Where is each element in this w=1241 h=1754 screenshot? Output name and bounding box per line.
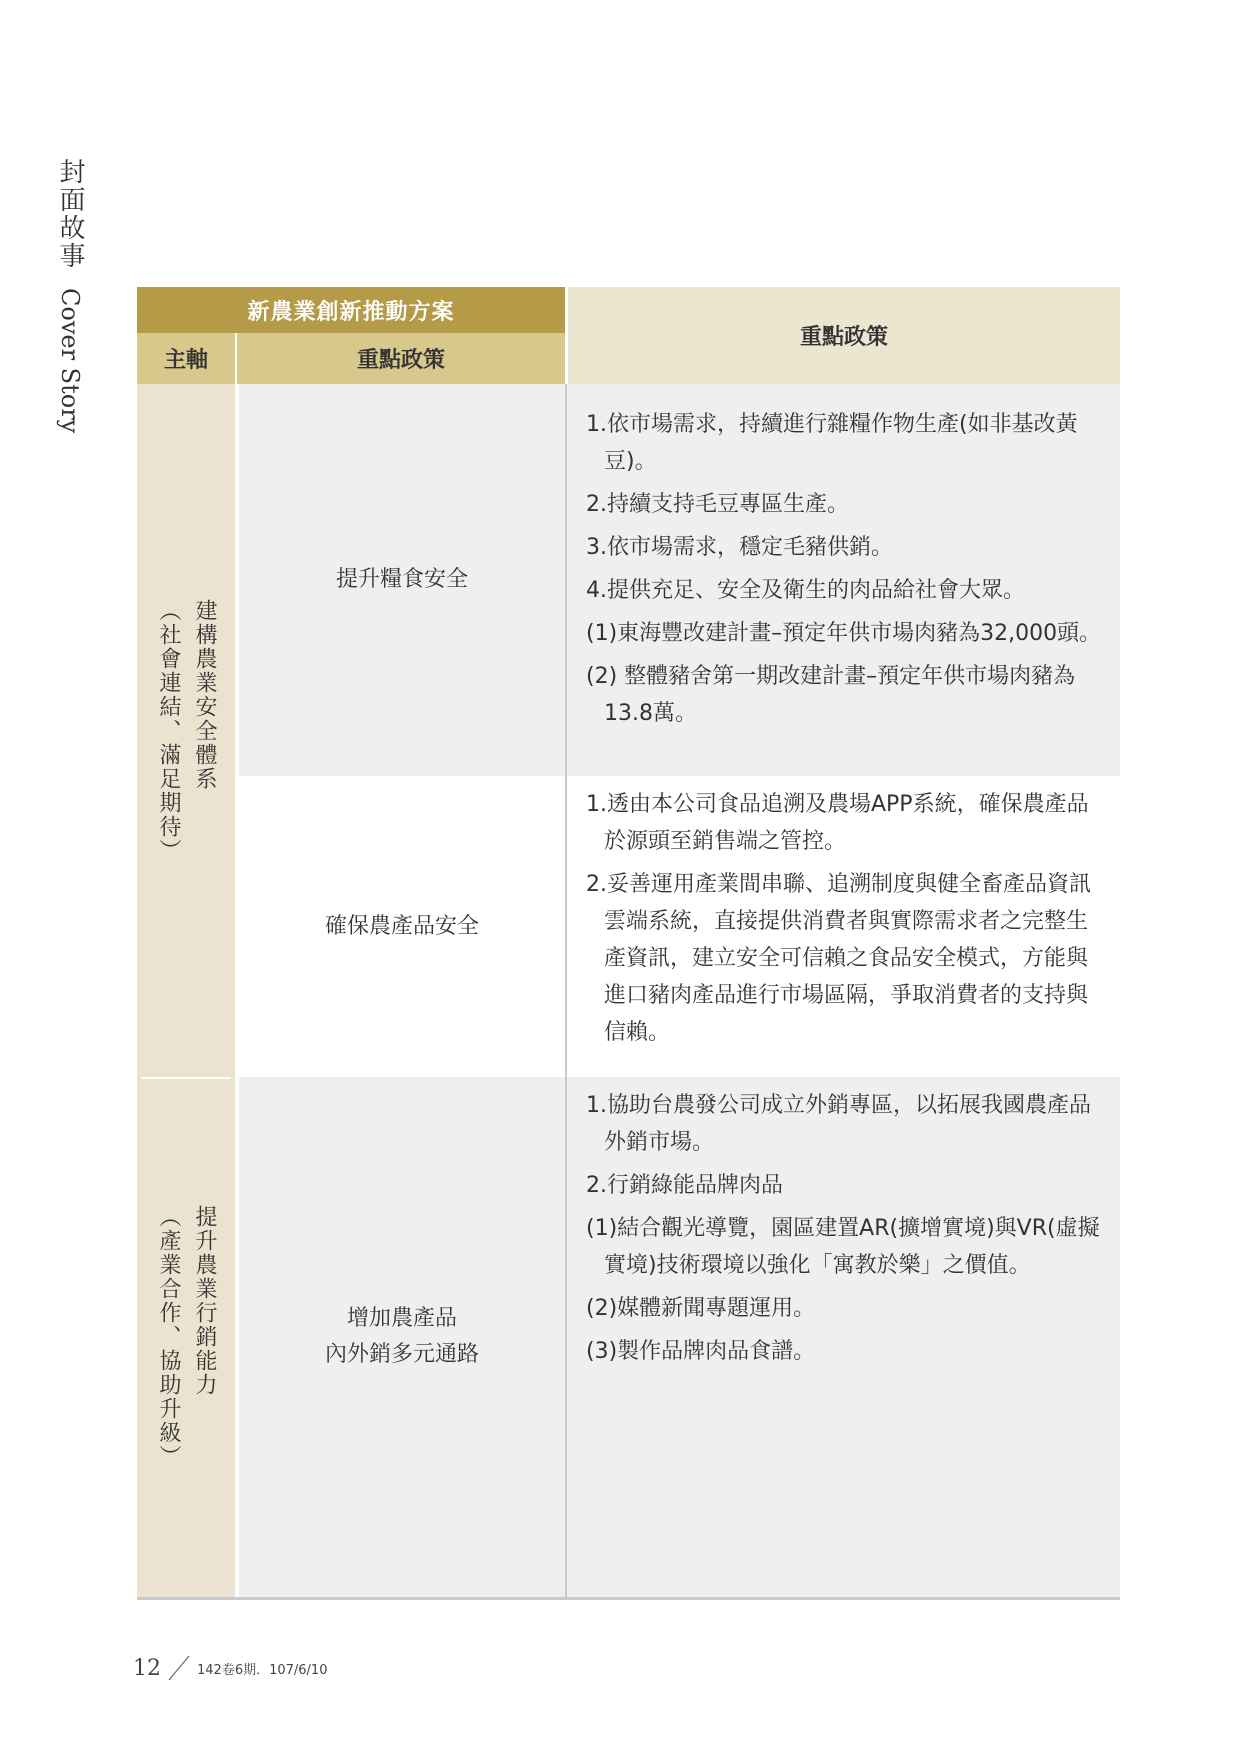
header-program: 新農業創新推動方案 — [137, 287, 565, 333]
axis-title: 建構農業安全體系 — [192, 598, 217, 791]
axis-subtitle: （社會連結、滿足期待） — [156, 598, 181, 863]
axis-subtitle: （產業合作、協助升級） — [156, 1205, 181, 1469]
policy-label: 提升糧食安全 — [335, 567, 468, 592]
list-item: (3)製作品牌肉品食譜。 — [586, 1339, 816, 1364]
list-item: (2) 整體豬舍第一期改建計畫–預定年供市場肉豬為13.8萬。 — [586, 664, 1076, 726]
slash-divider-icon — [167, 1655, 191, 1681]
page-number: 12 — [133, 1656, 161, 1681]
policy-items — [586, 786, 1106, 1057]
list-item: (1)東海豐改建計畫–預定年供市場肉豬為32,000頭。 — [586, 621, 1102, 646]
policy-label: 確保農產品安全 — [324, 913, 479, 939]
axis-cell-1 — [137, 384, 235, 1077]
table-bottom-border — [137, 1597, 1120, 1600]
section-title — [52, 158, 89, 434]
list-item: 1.依市場需求，持續進行雜糧作物生產(如非基改黃豆)。 — [586, 412, 1078, 474]
header-axis: 主軸 — [137, 333, 235, 384]
list-item: (1)結合觀光導覽，園區建置AR(擴增實境)與VR(虛擬實境)技術環境以強化「寓教於樂」之價值。 — [586, 1216, 1100, 1278]
list-item: 2.妥善運用產業間串聯、追溯制度與健全畜產品資訊雲端系統，直接提供消費者與實際需求者之完整生產資訊，建立安全可信賴之食品安全模式，方能與進口豬肉產品進行市場區隔，爭取消費者的支持與信賴。 — [586, 872, 1091, 1045]
list-item: 2.行銷綠能品牌肉品 — [586, 1173, 783, 1198]
policy-label: 內外銷多元通路 — [324, 1342, 479, 1367]
column-divider — [565, 384, 567, 1597]
policy-cell — [239, 776, 565, 1077]
list-item: 3.依市場需求，穩定毛豬供銷。 — [586, 535, 893, 560]
header-key-policy: 重點政策 — [568, 287, 1120, 384]
list-item: 1.協助台農發公司成立外銷專區，以拓展我國農產品外銷市場。 — [586, 1093, 1091, 1155]
section-title-zh: 封面故事 — [55, 158, 85, 270]
policy-table — [137, 287, 1120, 1600]
list-item: 4.提供充足、安全及衛生的肉品給社會大眾。 — [586, 578, 1025, 603]
section-title-en: Cover Story — [56, 288, 84, 434]
axis-cell-2 — [137, 1077, 235, 1597]
policy-items — [586, 1087, 1106, 1376]
policy-label: 增加農產品 — [346, 1306, 457, 1331]
axis-title: 提升農業行銷能力 — [192, 1205, 217, 1397]
issue-info: 142卷6期．107/6/10 — [197, 1663, 328, 1678]
policy-items — [586, 406, 1106, 738]
header-policy: 重點政策 — [237, 333, 565, 384]
policy-cell — [239, 384, 565, 776]
list-item: 1.透由本公司食品追溯及農場APP系統，確保農產品於源頭至銷售端之管控。 — [586, 792, 1089, 854]
list-item: (2)媒體新聞專題運用。 — [586, 1296, 816, 1321]
table-row — [239, 1077, 1120, 1597]
policy-cell — [239, 1077, 565, 1597]
page-footer — [133, 1655, 327, 1681]
axis-divider — [141, 1077, 231, 1079]
table-row — [239, 776, 1120, 1077]
list-item: 2.持續支持毛豆專區生產。 — [586, 492, 849, 517]
table-row — [239, 384, 1120, 776]
